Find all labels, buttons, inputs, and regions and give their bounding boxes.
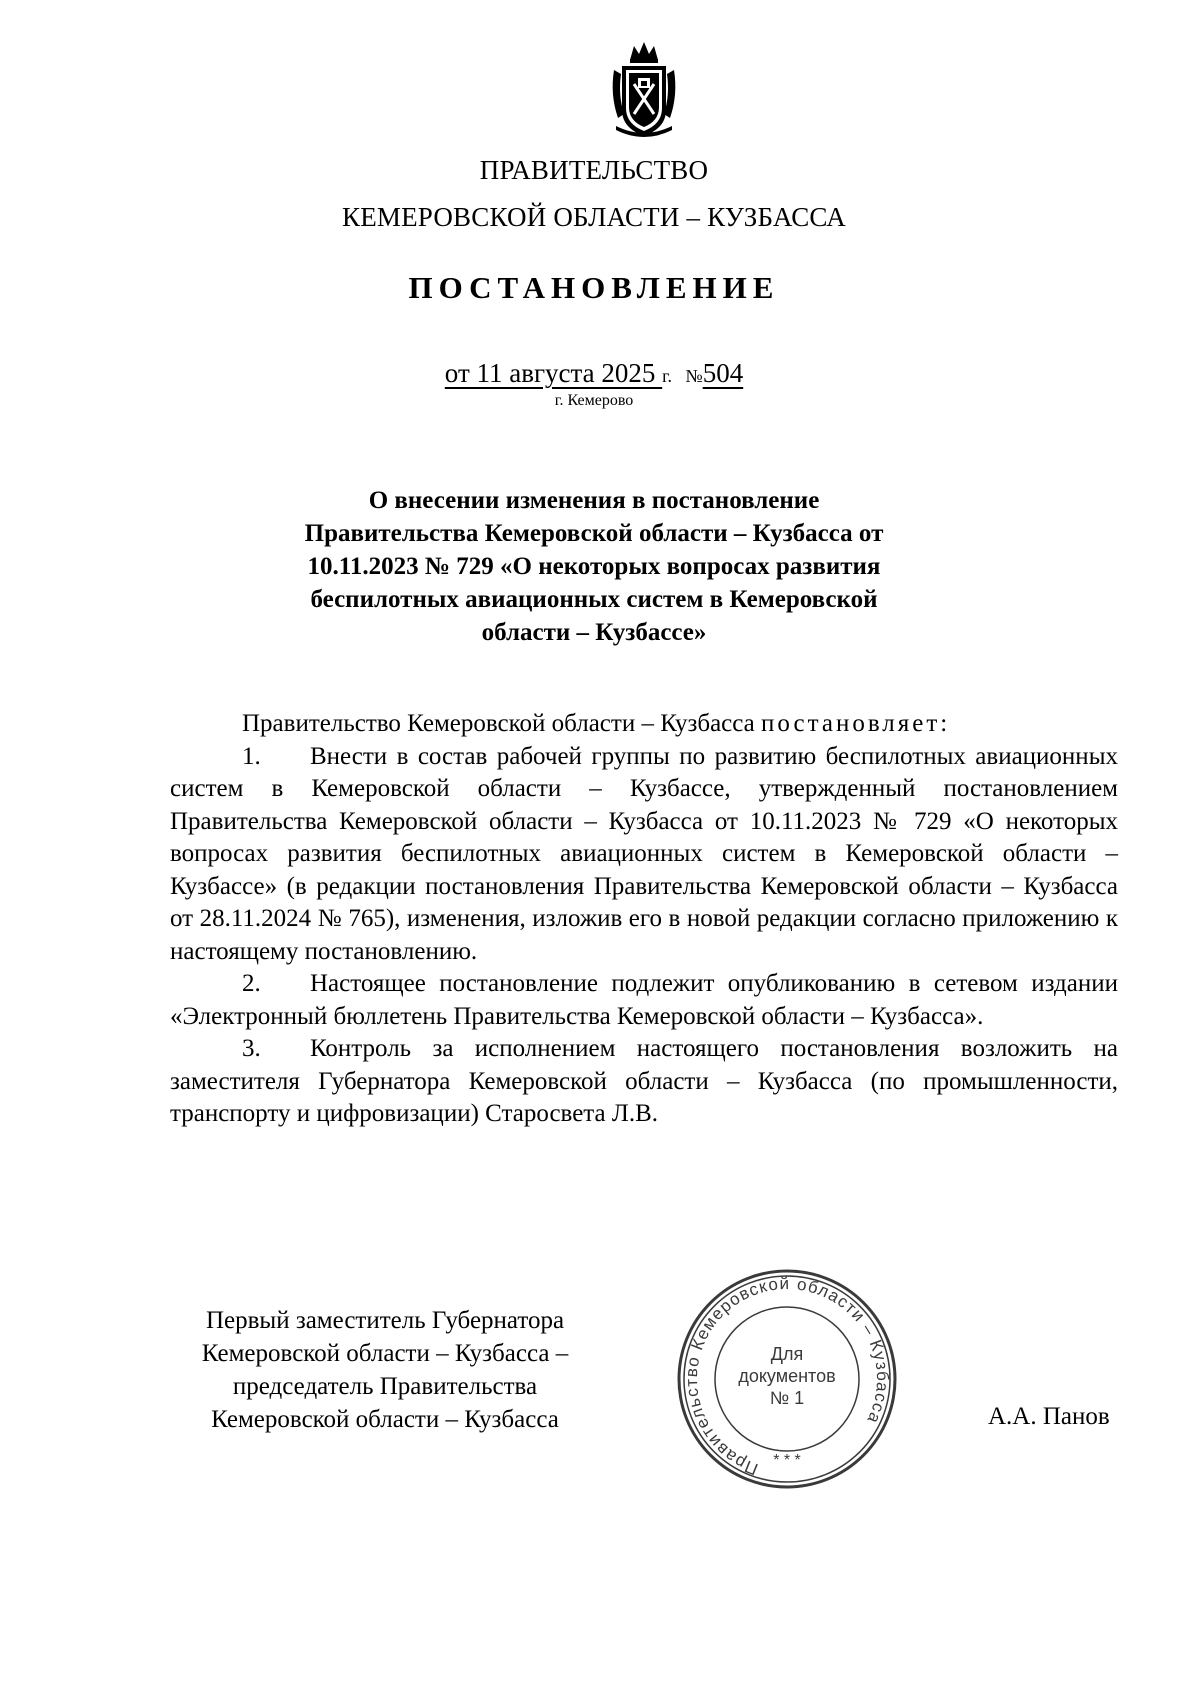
preamble xyxy=(170,708,1118,741)
city-line: г. Кемерово xyxy=(554,392,634,409)
position-line: Кемеровской области – Кузбасса – xyxy=(201,1340,569,1367)
position-line: Первый заместитель Губернатора xyxy=(205,1307,565,1334)
preamble-text: Правительство Кемеровской области – Кузбасса xyxy=(242,710,762,737)
date-number-line xyxy=(0,358,1188,389)
date-prefix: от xyxy=(444,358,477,388)
signatory-position xyxy=(165,1304,605,1436)
document-number: 504 xyxy=(702,358,744,388)
item-text: Настоящее постановление подлежит опубликованию в сетевом издании «Электронный бюллетень Правительства Кемеровской области – Кузбасса». xyxy=(170,970,1118,1030)
seal-center-line: № 1 xyxy=(769,1388,805,1408)
government-name-line2: КЕМЕРОВСКОЙ ОБЛАСТИ – КУЗБАССА xyxy=(342,202,846,232)
document-subject-title xyxy=(250,484,938,649)
item-text: Внести в состав рабочей группы по развитию беспилотных авиационных систем в Кемеровской области – Кузбассе, утвержденный постановлением Правительства Кемеровской области – Кузбасса от 10.11.2023 № 729 «О некоторых вопросах развития беспилотных авиационных систем в Кемеровской области – Кузбассе» (в редакции постановления Правительства Кемеровской области – Кузбасса от 28.11.2024 № 765), изменения, изложив его в новой редакции согласно приложению к настоящему постановлению. xyxy=(170,742,1118,965)
position-line: Кемеровской области – Кузбасса xyxy=(211,1406,559,1433)
title-line: беспилотных авиационных систем в Кемеровской xyxy=(310,586,878,613)
government-name-line1: ПРАВИТЕЛЬСТВО xyxy=(479,155,709,185)
seal-center-line: документов xyxy=(738,1366,836,1386)
year-suffix: г. xyxy=(662,366,673,386)
seal-ring-text: Правительство Кемеровской области – Кузбасса xyxy=(681,1273,893,1479)
title-line: Правительства Кемеровской области – Кузбасса от xyxy=(304,520,884,547)
document-date: 11 августа 2025 xyxy=(476,358,663,388)
document-body xyxy=(170,708,1118,1131)
preamble-resolves: постановляет: xyxy=(761,710,951,737)
title-line: области – Кузбассе» xyxy=(481,619,707,646)
position-line: председатель Правительства xyxy=(232,1373,538,1400)
item-number: 2. xyxy=(242,970,261,997)
coat-of-arms-emblem xyxy=(608,40,680,140)
item-number: 3. xyxy=(242,1035,261,1062)
document-type-title: ПОСТАНОВЛЕНИЕ xyxy=(408,270,780,305)
title-line: О внесении изменения в постановление xyxy=(368,487,820,514)
item-number: 1. xyxy=(242,742,261,770)
seal-stars: * * * xyxy=(773,1452,801,1469)
item-1 xyxy=(170,741,1118,969)
item-text: Контроль за исполнением настоящего постановления возложить на заместителя Губернатора Кемеровской области – Кузбасса (по промышленности, транспорту и цифровизации) Старосвета Л.В. xyxy=(170,1035,1118,1127)
item-2 xyxy=(170,968,1118,1033)
seal-center-line: Для xyxy=(770,1344,804,1364)
title-line: 10.11.2023 № 729 «О некоторых вопросах развития xyxy=(307,553,881,580)
item-3 xyxy=(170,1033,1118,1131)
official-seal xyxy=(676,1268,898,1490)
signatory-name: А.А. Панов xyxy=(988,1403,1110,1430)
number-sign: № xyxy=(685,366,703,386)
